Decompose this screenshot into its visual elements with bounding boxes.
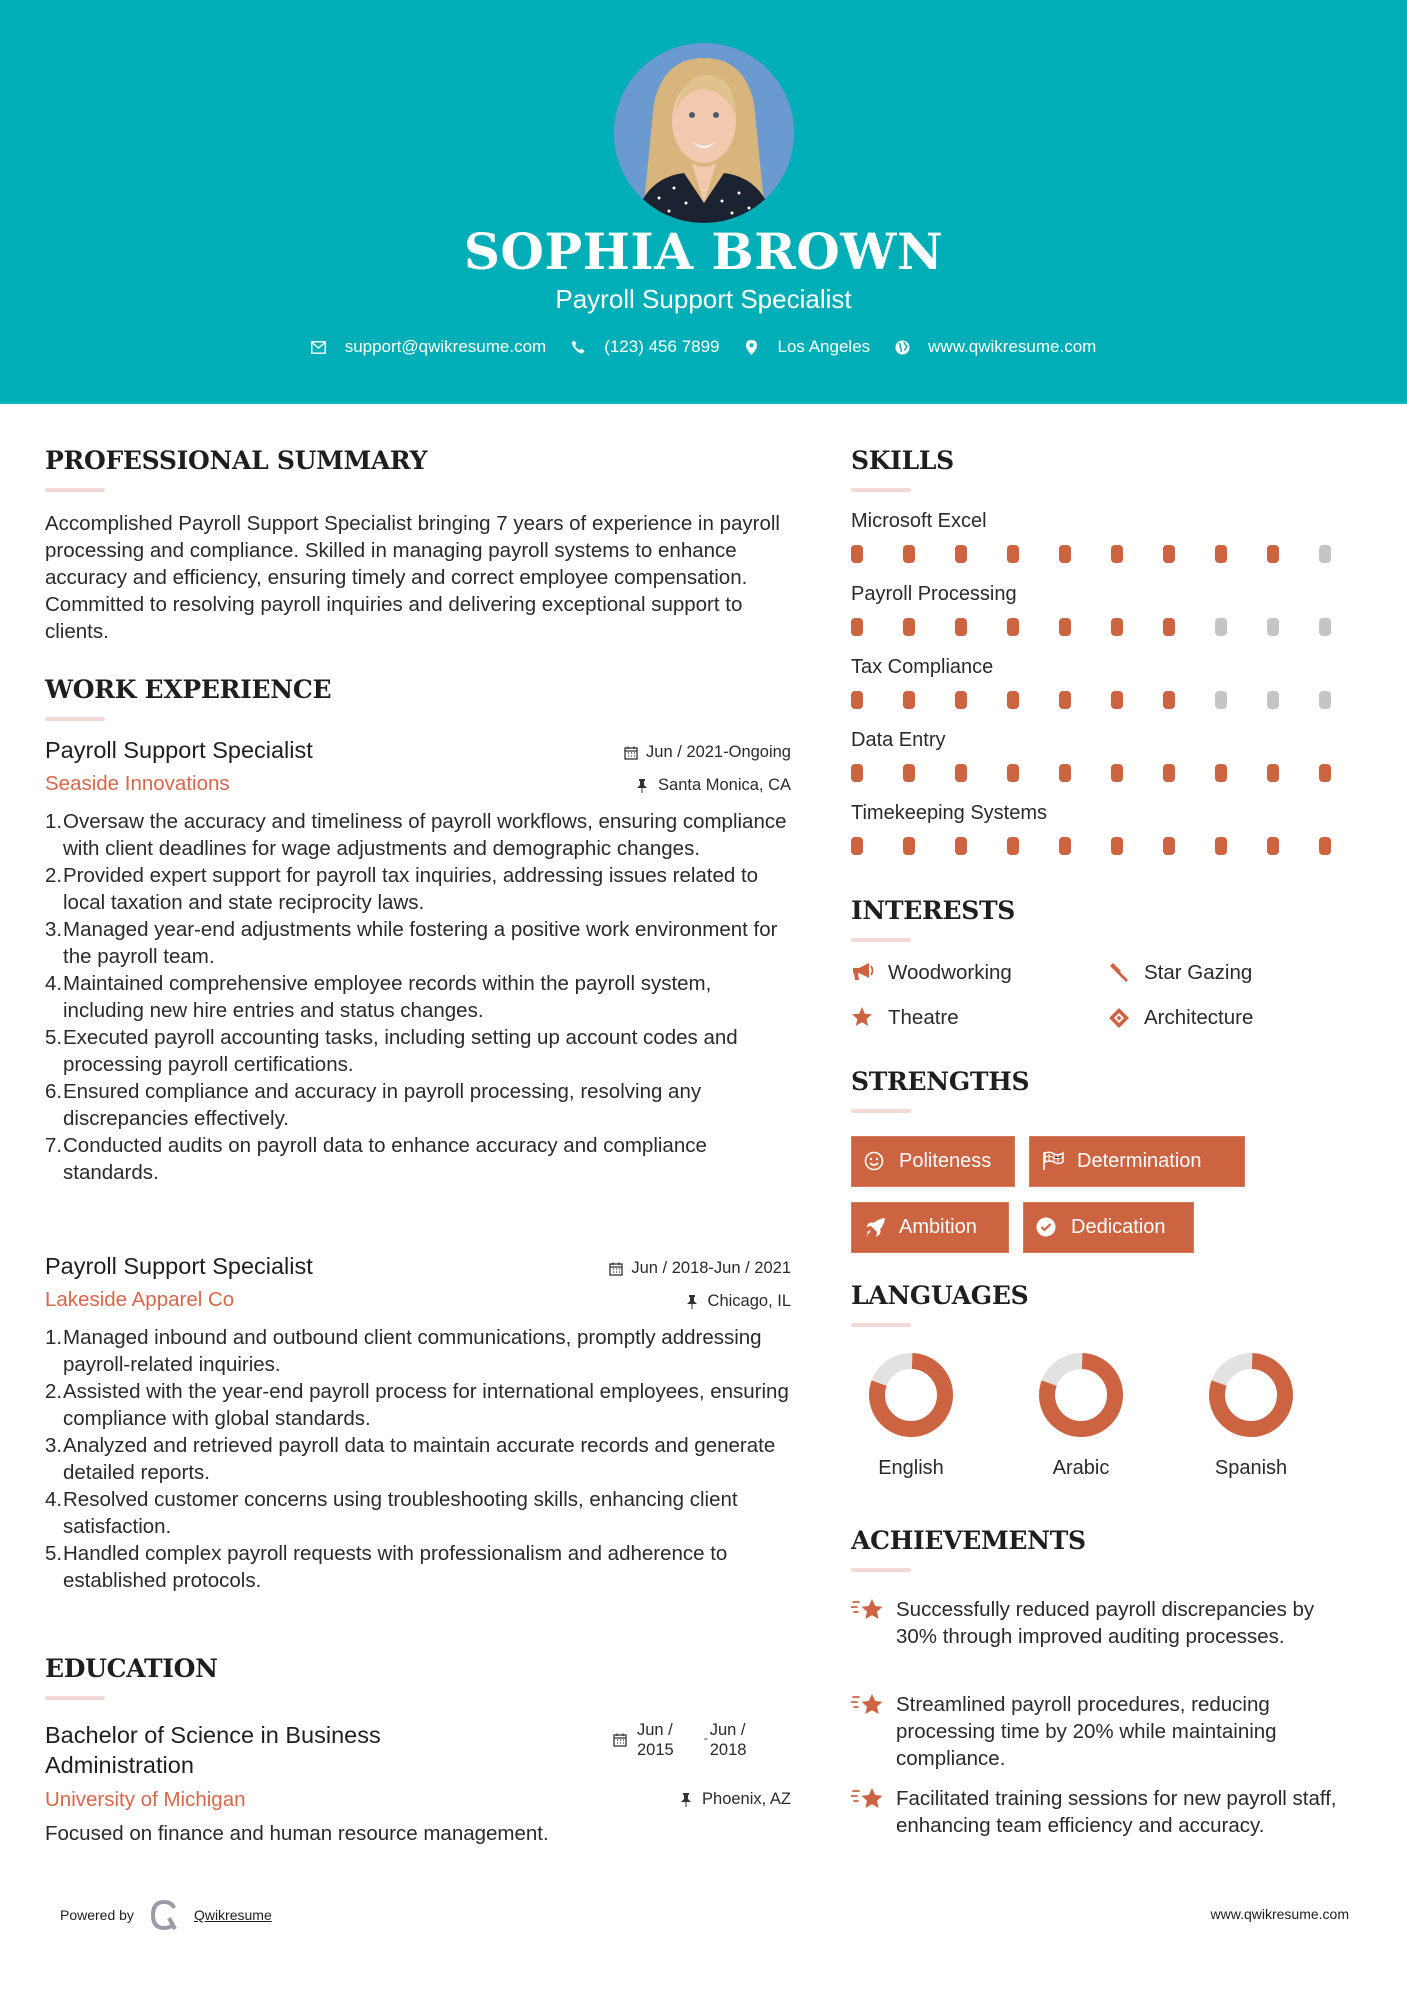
rating-dot-filled [1163,837,1175,855]
contact-email-text: support@qwikresume.com [344,337,547,356]
language-label: English [878,1457,944,1479]
job-bullet: 2. Provided expert support for payroll tax inquiries, addressing issues related to local taxation and state reciprocity laws. [45,864,759,914]
envelope-icon [311,339,327,355]
job-bullet: 5. Executed payroll accounting tasks, including setting up account codes and processing payroll certifications. [45,1026,738,1076]
interest-item: Architecture [1107,1006,1253,1030]
language-donut-chart [1037,1351,1125,1439]
skill-item [851,729,1371,782]
language-donut-chart [1207,1351,1295,1439]
rating-dot-empty [1319,545,1331,563]
job-bullet: 5. Handled complex payroll requests with professionalism and adherence to established protocols. [45,1542,728,1592]
rating-dot-filled [1267,764,1279,782]
shooting-star-icon [851,1691,887,1721]
job-bullet: 1. Oversaw the accuracy and timeliness of payroll workflows, ensuring compliance with client deadlines for wage adjustments and demographic changes. [45,810,787,860]
summary-heading: PROFESSIONAL SUMMARY [45,446,428,475]
rating-dot-filled [1059,545,1071,563]
strength-badge: Determination [1029,1136,1245,1187]
company-name: Lakeside Apparel Co [45,1288,235,1311]
pushpin-icon [680,1793,694,1807]
rating-dot-filled [851,618,863,636]
section-underline [45,1696,105,1700]
achievements-section [851,1526,1371,1837]
calendar-icon [624,746,638,760]
skill-name: Microsoft Excel [851,510,987,532]
experience-heading: WORK EXPERIENCE [45,675,332,704]
job-bullets [45,808,791,1186]
section-underline [851,1323,911,1327]
education-end: Jun / 2018 [709,1721,747,1759]
skill-rating [851,545,1371,563]
profile-photo [614,43,794,223]
strengths-section [851,1067,1371,1257]
contact-bar [0,337,1407,357]
strength-badge: Politeness [851,1136,1015,1187]
rating-dot-filled [955,764,967,782]
rating-dot-filled [851,764,863,782]
rating-dot-filled [1319,764,1331,782]
job-bullets [45,1324,791,1594]
skill-item [851,656,1371,709]
rating-dot-empty [1319,691,1331,709]
job-bullet: 7. Conducted audits on payroll data to enhance accuracy and compliance standards. [45,1134,707,1184]
contact-website-text: www.qwikresume.com [928,337,1097,356]
rating-dot-filled [903,545,915,563]
rating-dot-filled [1215,545,1227,563]
rating-dot-filled [903,764,915,782]
rating-dot-filled [1111,618,1123,636]
rating-dot-filled [1007,691,1019,709]
skill-rating [851,837,1371,855]
rating-dot-filled [851,545,863,563]
skill-rating [851,691,1371,709]
skill-name: Tax Compliance [851,656,994,678]
rating-dot-filled [1007,837,1019,855]
qwikresume-logo-icon [150,1900,180,1930]
globe-icon [894,339,910,355]
rating-dot-empty [1267,618,1279,636]
achievement-item: Successfully reduced payroll discrepancies by 30% through improved auditing processes. [851,1596,1351,1650]
skills-section [851,446,1371,875]
powered-by-label: Powered by [60,1907,134,1923]
section-underline [851,938,911,942]
job-bullet: 3. Analyzed and retrieved payroll data to maintain accurate records and generate detailed reports. [45,1434,776,1484]
degree: Bachelor of Science in Business Administration [45,1722,381,1778]
job-title: Payroll Support Specialist [45,737,313,763]
job-dates [624,743,791,762]
education-heading: EDUCATION [45,1654,218,1683]
achievement-item: Facilitated training sessions for new payroll staff, enhancing team efficiency and accuracy. [851,1785,1351,1839]
language-item [1021,1351,1141,1480]
rating-dot-filled [1319,837,1331,855]
language-donut-chart [867,1351,955,1439]
checkered-flag-icon [1042,1151,1064,1173]
strength-badge: Dedication [1023,1202,1194,1253]
contact-email[interactable] [311,337,547,357]
job-dates-text: Jun / 2018-Jun / 2021 [631,1259,791,1277]
job-bullet: 3. Managed year-end adjustments while fostering a positive work environment for the payroll team. [45,918,778,968]
candidate-title: Payroll Support Specialist [555,284,852,314]
rating-dot-filled [955,837,967,855]
contact-phone-text: (123) 456 7899 [604,337,720,356]
languages-heading: LANGUAGES [851,1281,1029,1310]
contact-website[interactable] [894,337,1096,357]
rating-dot-filled [1163,691,1175,709]
education-start: Jun / 2015 [637,1721,674,1759]
achievement-item: Streamlined payroll procedures, reducing processing time by 20% while maintaining compliance. [851,1691,1351,1772]
skill-name: Timekeeping Systems [851,802,1047,824]
resume-header [0,0,1407,404]
interests-heading: INTERESTS [851,896,1016,925]
school-name: University of Michigan [45,1788,246,1811]
pushpin-icon [636,779,650,793]
rating-dot-filled [1267,545,1279,563]
shooting-star-icon [851,1596,887,1626]
job-entry [45,737,791,1186]
rating-dot-empty [1215,618,1227,636]
education-description: Focused on finance and human resource management. [45,1822,549,1845]
strengths-heading: STRENGTHS [851,1067,1030,1096]
contact-phone[interactable] [570,337,719,357]
phone-icon [570,339,586,355]
rocket-icon [864,1217,886,1239]
language-label: Spanish [1214,1457,1288,1479]
rating-dot-filled [1267,837,1279,855]
job-location-text: Santa Monica, CA [658,776,791,794]
rating-dot-empty [1215,691,1227,709]
rating-dot-filled [1059,837,1071,855]
shooting-star-icon [851,1785,887,1815]
rating-dot-empty [1267,691,1279,709]
education-section [45,1654,791,1847]
job-bullet: 4. Maintained comprehensive employee records within the payroll system, including new hire entries and status changes. [45,972,712,1022]
language-label: Arabic [1052,1457,1110,1479]
footer-url[interactable]: www.qwikresume.com [1210,1906,1349,1922]
interest-item: Star Gazing [1107,961,1252,985]
gavel-icon [1107,961,1131,985]
skill-item [851,583,1371,636]
summary-text: Accomplished Payroll Support Specialist bringing 7 years of experience in payroll processing and compliance. Skilled in managing payroll systems to enhance accuracy and efficiency, ensuring timely and correct employee compensation. Committed to resolving payroll inquiries and delivering exceptional support to clients. [45,512,780,643]
calendar-icon [609,1262,623,1276]
rating-dot-filled [955,545,967,563]
bullhorn-icon [851,961,875,985]
rating-dot-filled [1111,691,1123,709]
skills-list [851,510,1371,855]
map-marker-icon [744,339,760,355]
check-circle-icon [1036,1217,1058,1239]
strength-badge: Ambition [851,1202,1009,1253]
rating-dot-filled [955,691,967,709]
section-underline [851,488,911,492]
interests-section [851,896,1371,1029]
rating-dot-filled [1007,545,1019,563]
job-dates [609,1259,791,1278]
rating-dot-empty [1319,618,1331,636]
rating-dot-filled [1111,837,1123,855]
rating-dot-filled [1163,764,1175,782]
job-bullet: 6. Ensured compliance and accuracy in payroll processing, resolving any discrepancies effectively. [45,1080,702,1130]
rating-dot-filled [1111,764,1123,782]
job-bullet: 1. Managed inbound and outbound client communications, promptly addressing payroll-related inquiries. [45,1326,762,1376]
rating-dot-filled [851,691,863,709]
rating-dot-filled [903,618,915,636]
rating-dot-filled [1111,545,1123,563]
job-location [636,776,791,795]
rating-dot-filled [1059,764,1071,782]
rating-dot-filled [1007,764,1019,782]
section-underline [45,717,105,721]
rating-dot-filled [1163,618,1175,636]
section-underline [45,488,105,492]
rating-dot-filled [955,618,967,636]
footer-powered-by [60,1900,272,1930]
calendar-icon [613,1732,629,1760]
job-location-text: Chicago, IL [707,1292,791,1310]
candidate-name: SOPHIA BROWN [463,222,944,281]
education-dates: Jun / 2015 - Jun / 2018 [613,1720,746,1760]
rating-dot-filled [1215,764,1227,782]
job-bullet: 2. Assisted with the year-end payroll process for international employees, ensuring compliance with global standards. [45,1380,789,1430]
job-location [686,1292,791,1311]
language-item [1191,1351,1311,1480]
company-name: Seaside Innovations [45,772,230,795]
qwikresume-link[interactable]: Qwikresume [193,1907,272,1923]
section-underline [851,1568,911,1572]
summary-section [45,446,805,645]
education-entry [45,1720,791,1847]
skill-rating [851,618,1371,636]
section-underline [851,1109,911,1113]
rating-dot-filled [1059,618,1071,636]
interest-item: Theatre [851,1006,959,1030]
job-entry [45,1253,791,1594]
languages-section [851,1281,1371,1501]
star-icon [851,1006,875,1030]
contact-location [744,337,871,357]
rating-dot-filled [1163,545,1175,563]
skill-name: Data Entry [851,729,946,751]
rating-dot-filled [1215,837,1227,855]
pushpin-icon [686,1295,700,1309]
skill-item [851,510,1371,563]
interest-item: Woodworking [851,961,1012,985]
skills-heading: SKILLS [851,446,954,475]
job-title: Payroll Support Specialist [45,1253,313,1279]
skill-item [851,802,1371,855]
job-bullet: 4. Resolved customer concerns using troubleshooting skills, enhancing client satisfaction. [45,1488,738,1538]
education-location: Phoenix, AZ [680,1790,791,1809]
achievements-heading: ACHIEVEMENTS [851,1526,1086,1555]
rating-dot-filled [1059,691,1071,709]
language-item [851,1351,971,1480]
ticket-icon [1107,1006,1131,1030]
rating-dot-filled [903,837,915,855]
contact-location-text: Los Angeles [777,337,871,356]
smile-icon [864,1151,886,1173]
job-dates-text: Jun / 2021-Ongoing [646,743,791,761]
skill-rating [851,764,1371,782]
experience-section [45,675,791,1592]
rating-dot-filled [851,837,863,855]
rating-dot-filled [903,691,915,709]
rating-dot-filled [1007,618,1019,636]
skill-name: Payroll Processing [851,583,1017,605]
